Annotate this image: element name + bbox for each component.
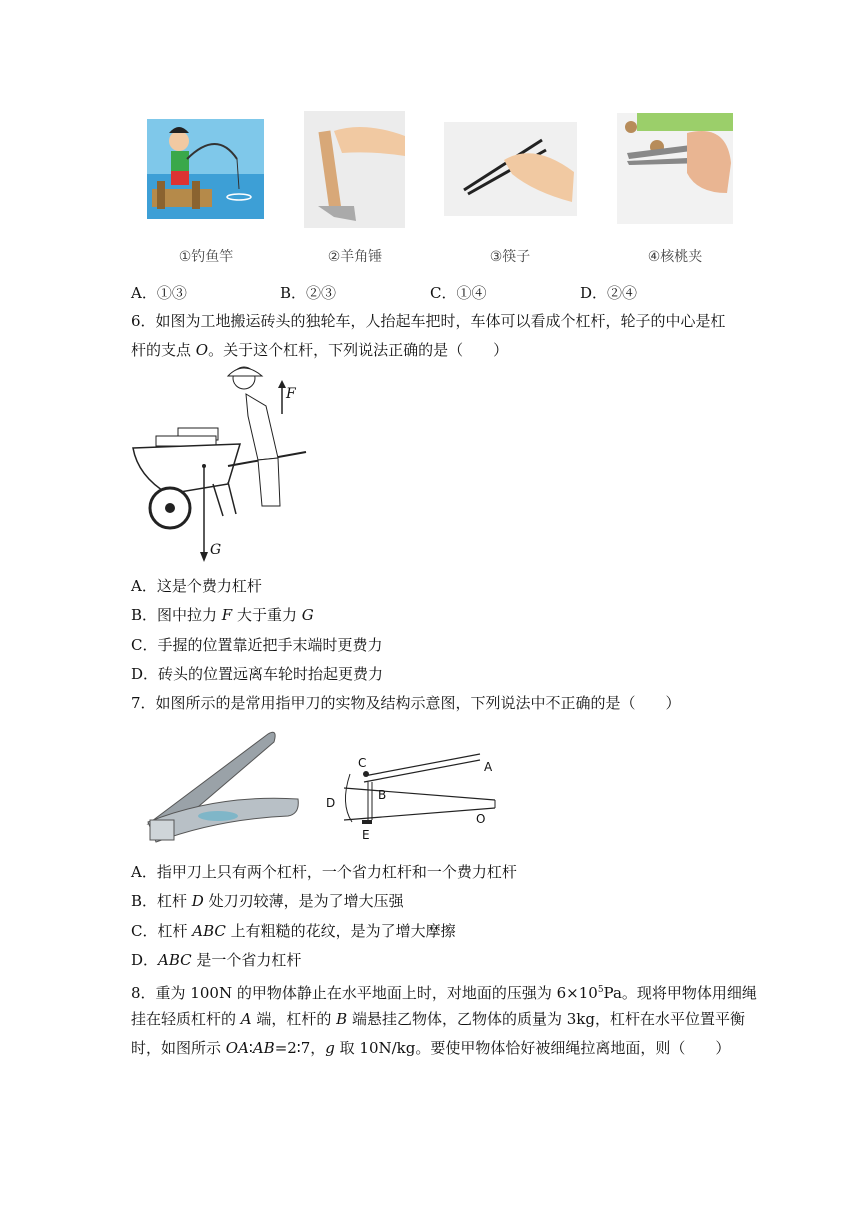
label-b: B [378,788,387,802]
q6-stem-line1: 6．如图为工地搬运砖头的独轮车，人抬起车把时，车体可以看成个杠杆，轮子的中心是杠 [131,312,726,330]
gravity-label-g: G [210,542,222,558]
label-o: O [476,812,486,826]
label-d: D [326,796,336,810]
q5-option-d: D．②④ [580,284,638,302]
label-c: C [358,756,367,770]
q6-option-d: D．砖头的位置远离车轮时抬起更费力 [131,665,384,683]
nail-clipper-diagram [320,748,510,844]
q7-option-d: D．ABC 是一个省力杠杆 [131,951,302,969]
chopsticks-image [444,122,577,216]
q6-option-a: A．这是个费力杠杆 [131,577,262,595]
q6-option-c: C．手握的位置靠近把手末端时更费力 [131,636,383,654]
q8-stem-line2: 挂在轻质杠杆的 A 端，杠杆的 B 端悬挂乙物体，乙物体的质量为 3kg，杠杆在水平位置平衡 [131,1010,745,1028]
q8-stem-line3: 时，如图所示 OA∶AB=2∶7，g 取 10N/kg。要使甲物体恰好被细绳拉离地面，则（ ） [131,1039,731,1057]
label-e: E [362,828,370,842]
q5-option-a: A．①③ [131,284,187,302]
nutcracker-image [617,113,733,224]
q5-option-b: B．②③ [280,284,337,302]
q6-option-b: B．图中拉力 F 大于重力 G [131,606,314,624]
caption-claw-hammer: ②羊角锤 [327,249,383,265]
q8-stem-line1: 8．重为 100N 的甲物体静止在水平地面上时，对地面的压强为 $6\times 10^5Pa$。现将甲物体用细绳 [131,984,757,1002]
q7-option-a: A．指甲刀上只有两个杠杆，一个省力杠杆和一个费力杠杆 [131,863,517,881]
fishing-rod-image [147,119,264,219]
wheelbarrow-figure [128,366,328,566]
caption-nutcracker: ④核桃夹 [647,249,703,265]
q7-option-b: B．杠杆 D 处刀刃较薄，是为了增大压强 [131,892,404,910]
q6-stem-line2: 杆的支点 O。关于这个杠杆，下列说法正确的是（ ） [131,341,509,359]
force-label-f: F [286,386,296,402]
caption-chopsticks: ③筷子 [489,249,531,265]
claw-hammer-image [304,111,405,228]
nail-clipper-photo [138,724,302,848]
q7-option-c: C．杠杆 ABC 上有粗糙的花纹，是为了增大摩擦 [131,922,456,940]
q5-option-c: C．①④ [430,284,487,302]
label-a: A [484,760,493,774]
q7-stem: 7．如图所示的是常用指甲刀的实物及结构示意图，下列说法中不正确的是（ ） [131,694,681,712]
caption-fishing-rod: ①钓鱼竿 [178,249,234,265]
